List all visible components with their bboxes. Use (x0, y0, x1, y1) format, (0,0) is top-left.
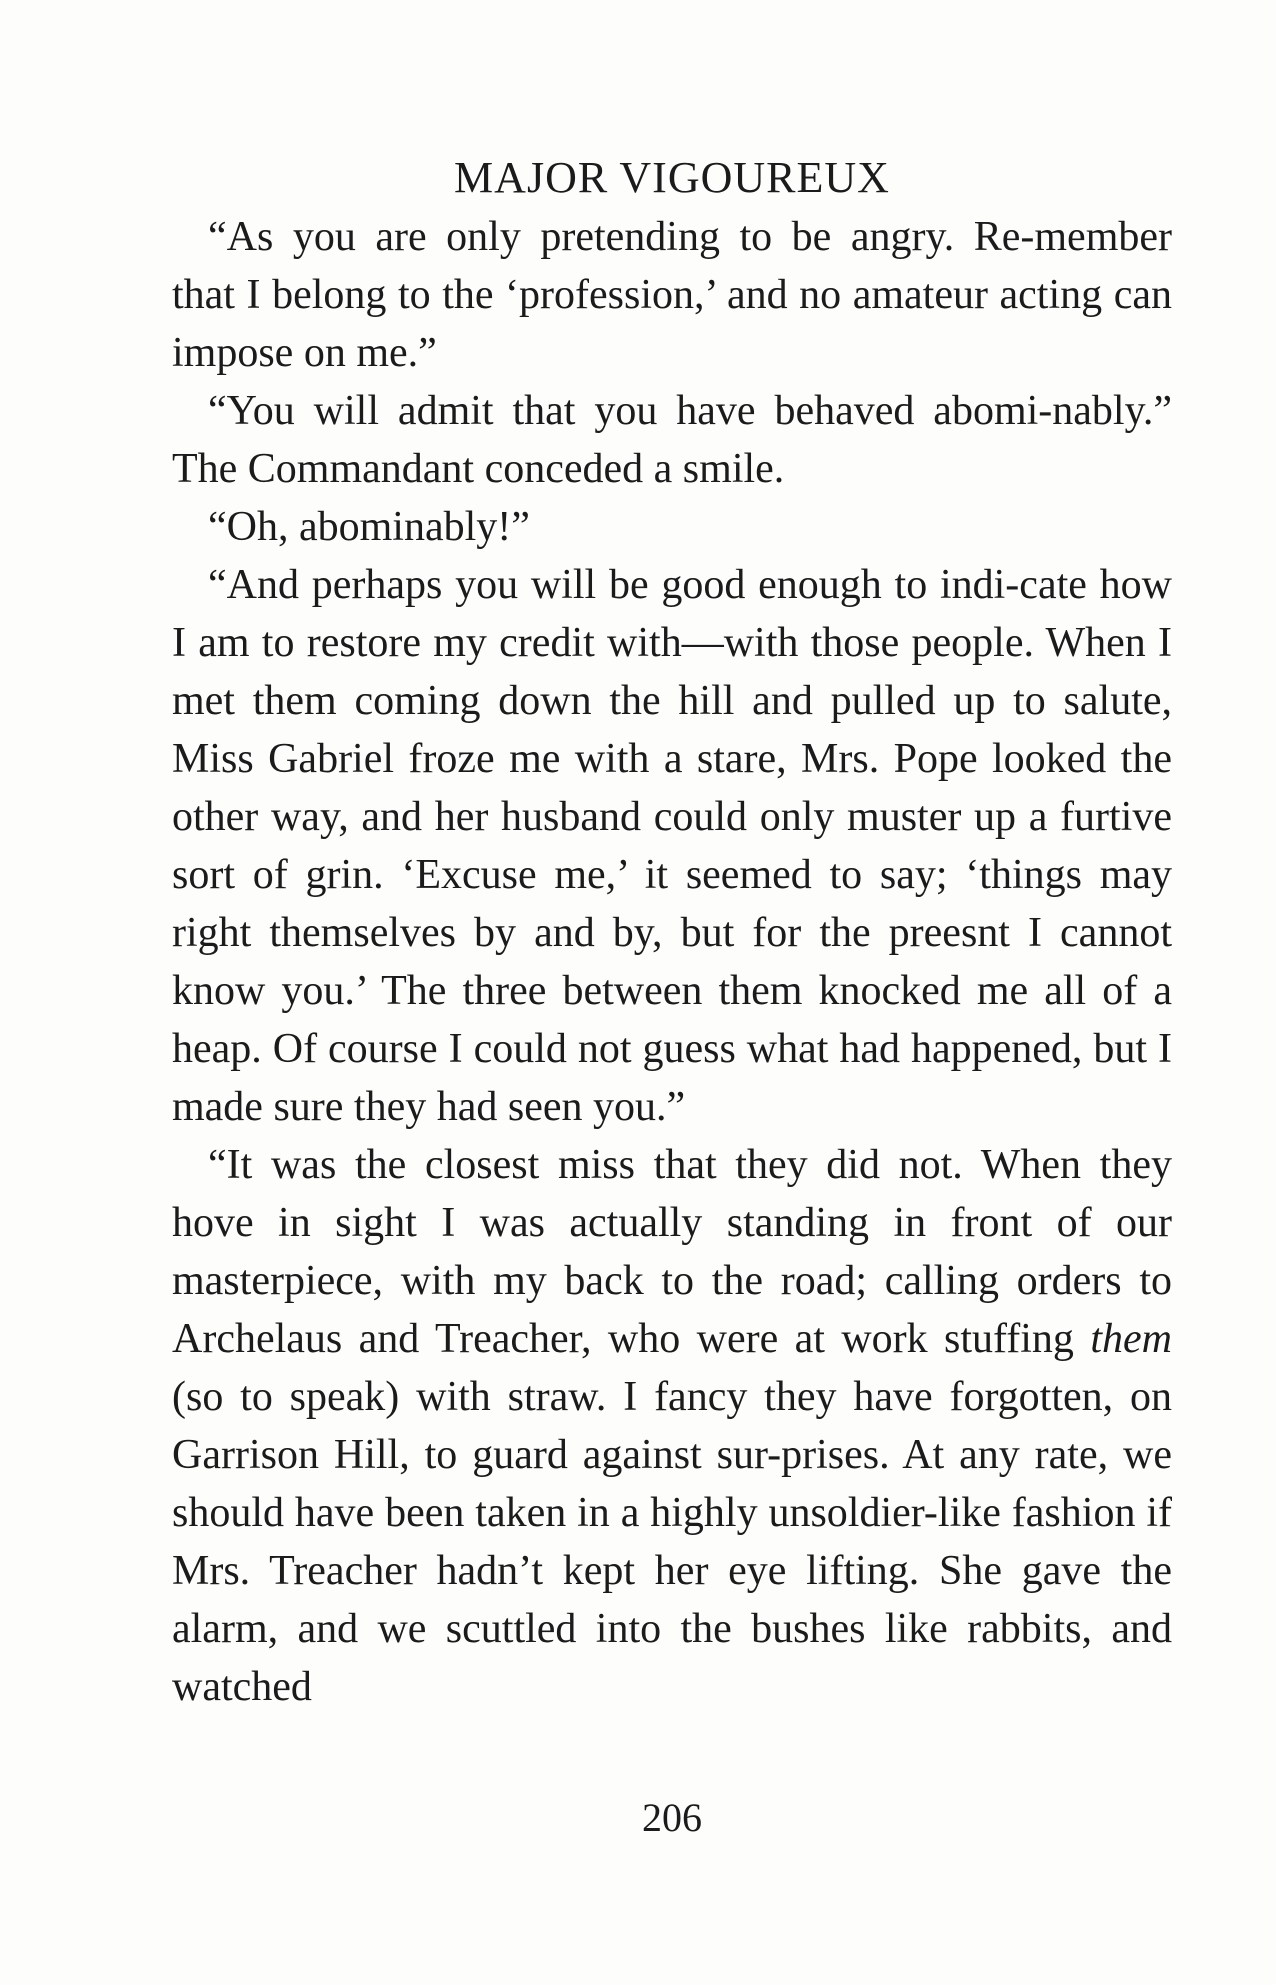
paragraph-text: “It was the closest miss that they did not. When they hove in sight I was actually standing in front of our masterpiece, with my back to the road; calling orders to Archelaus and Treacher, who were at work stuffing (172, 1142, 1172, 1362)
page-number: 206 (642, 1795, 702, 1840)
paragraph: “And perhaps you will be good enough to indi-cate how I am to restore my credit with—with those people. When I met them coming down the hill and pulled up to salute, Miss Gabriel froze me with a stare, Mrs. Pope looked the other way, and her husband could only muster up a furtive sort of grin. ‘Excuse me,’ it seemed to say; ‘things may right themselves by and by, but for the preesnt I cannot know you.’ The three between them knocked me all of a heap. Of course I could not guess what had happened, but I made sure they had seen you.” (172, 562, 1172, 1130)
paragraph-last (172, 1136, 1172, 1716)
paragraph: “You will admit that you have behaved abomi-nably.” The Commandant conceded a smile. (172, 388, 1172, 492)
italic-word: them (1090, 1316, 1172, 1362)
running-head: MAJOR VIGOUREUX (454, 153, 890, 202)
paragraph-text: (so to speak) with straw. I fancy they have forgotten, on Garrison Hill, to guard against sur-prises. At any rate, we should have been taken in a highly unsoldier-like fashion if Mrs. Treacher hadn’t kept her eye lifting. She gave the alarm, and we scuttled into the bushes like rabbits, and watched (172, 1374, 1172, 1710)
paragraph: “Oh, abominably!” (208, 504, 530, 550)
paragraph: “As you are only pretending to be angry. Re-member that I belong to the ‘profession,’ and no amateur acting can impose on me.” (172, 214, 1172, 376)
body-text (172, 208, 1172, 1716)
